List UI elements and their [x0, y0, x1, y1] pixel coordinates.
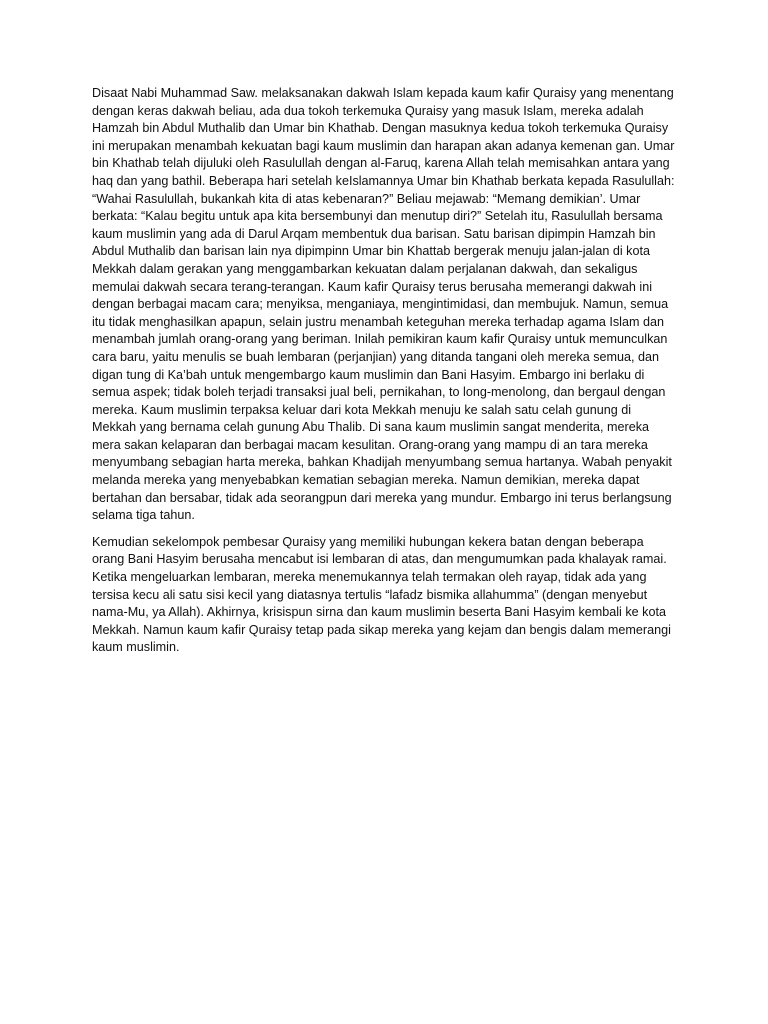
paragraph-2: Kemudian sekelompok pembesar Quraisy yang memiliki hubungan kekera batan dengan beberapa orang Bani Hasyim berusaha mencabut isi lembaran di atas, dan mengumumkan pada khalayak ramai. Ketika mengeluarkan lembaran, mereka menemukannya telah termakan oleh rayap, tidak ada yang tersisa kecu ali satu sisi kecil yang diatasnya tertulis “lafadz bismika allahumma” (dengan menyebut nama-Mu, ya Allah). Akhirnya, krisispun sirna dan kaum muslimin beserta Bani Hasyim kembali ke kota Mekkah. Namun kaum kafir Quraisy tetap pada sikap mereka yang kejam dan bengis dalam memerangi kaum muslimin.	[92, 534, 671, 655]
document-body	[92, 85, 675, 666]
paragraph-1: Disaat Nabi Muhammad Saw. melaksanakan dakwah Islam kepada kaum kafir Quraisy yang menentang dengan keras dakwah beliau, ada dua tokoh terkemuka Quraisy yang masuk Islam, mereka adalah Hamzah bin Abdul Muthalib dan Umar bin Khathab. Dengan masuknya kedua tokoh terkemuka Quraisy ini merupakan menambah kekuatan bagi kaum muslimin dan harapan akan adanya kemenan gan. Umar bin Khathab telah dijuluki oleh Rasulullah dengan al-Faruq, karena Allah telah memisahkan antara yang haq dan yang bathil. Beberapa hari setelah keIslamannya Umar bin Khathab berkata kepada Rasulullah: “Wahai Rasulullah, bukankah kita di atas kebenaran?” Beliau mejawab: “Memang demikian’. Umar berkata: “Kalau begitu untuk apa kita bersembunyi dan menutup diri?” Setelah itu, Rasulullah bersama kaum muslimin yang ada di Darul Arqam membentuk dua barisan. Satu barisan dipimpin Hamzah bin Abdul Muthalib dan barisan lain nya dipimpinn Umar bin Khattab bergerak menuju jalan-jalan di kota Mekkah dalam gerakan yang menggambarkan kekuatan dalam perjalanan dakwah, dan sekaligus memulai dakwah secara terang-terangan. Kaum kafir Quraisy terus berusaha memerangi dakwah ini dengan berbagai macam cara; menyiksa, menganiaya, mengintimidasi, dan membujuk. Namun, semua itu tidak menghasilkan apapun, selain justru menambah keteguhan mereka terhadap agama Islam dan menambah jumlah orang-orang yang beriman. Inilah pemikiran kaum kafir Quraisy untuk memunculkan cara baru, yaitu menulis se buah lembaran (perjanjian) yang ditanda tangani oleh mereka semua, dan digan tung di Ka’bah untuk mengembargo kaum muslimin dan Bani Hasyim. Embargo ini berlaku di semua aspek; tidak boleh terjadi transaksi jual beli, pernikahan, to long-menolong, dan bergaul dengan mereka. Kaum muslimin terpaksa keluar dari kota Mekkah menuju ke salah satu celah gunung di Mekkah yang bernama celah gunung Abu Thalib. Di sana kaum muslimin sangat menderita, mereka mera sakan kelaparan dan berbagai macam kesulitan. Orang-orang yang mampu di an tara mereka menyumbang sebagian harta mereka, bahkan Khadijah menyumbang semua hartanya. Wabah penyakit melanda mereka yang menyebabkan kematian sebagian mereka. Namun demikian, mereka dapat bertahan dan bersabar, tidak ada seorangpun dari mereka yang mundur. Embargo ini terus berlangsung selama tiga tahun.	[92, 86, 675, 523]
